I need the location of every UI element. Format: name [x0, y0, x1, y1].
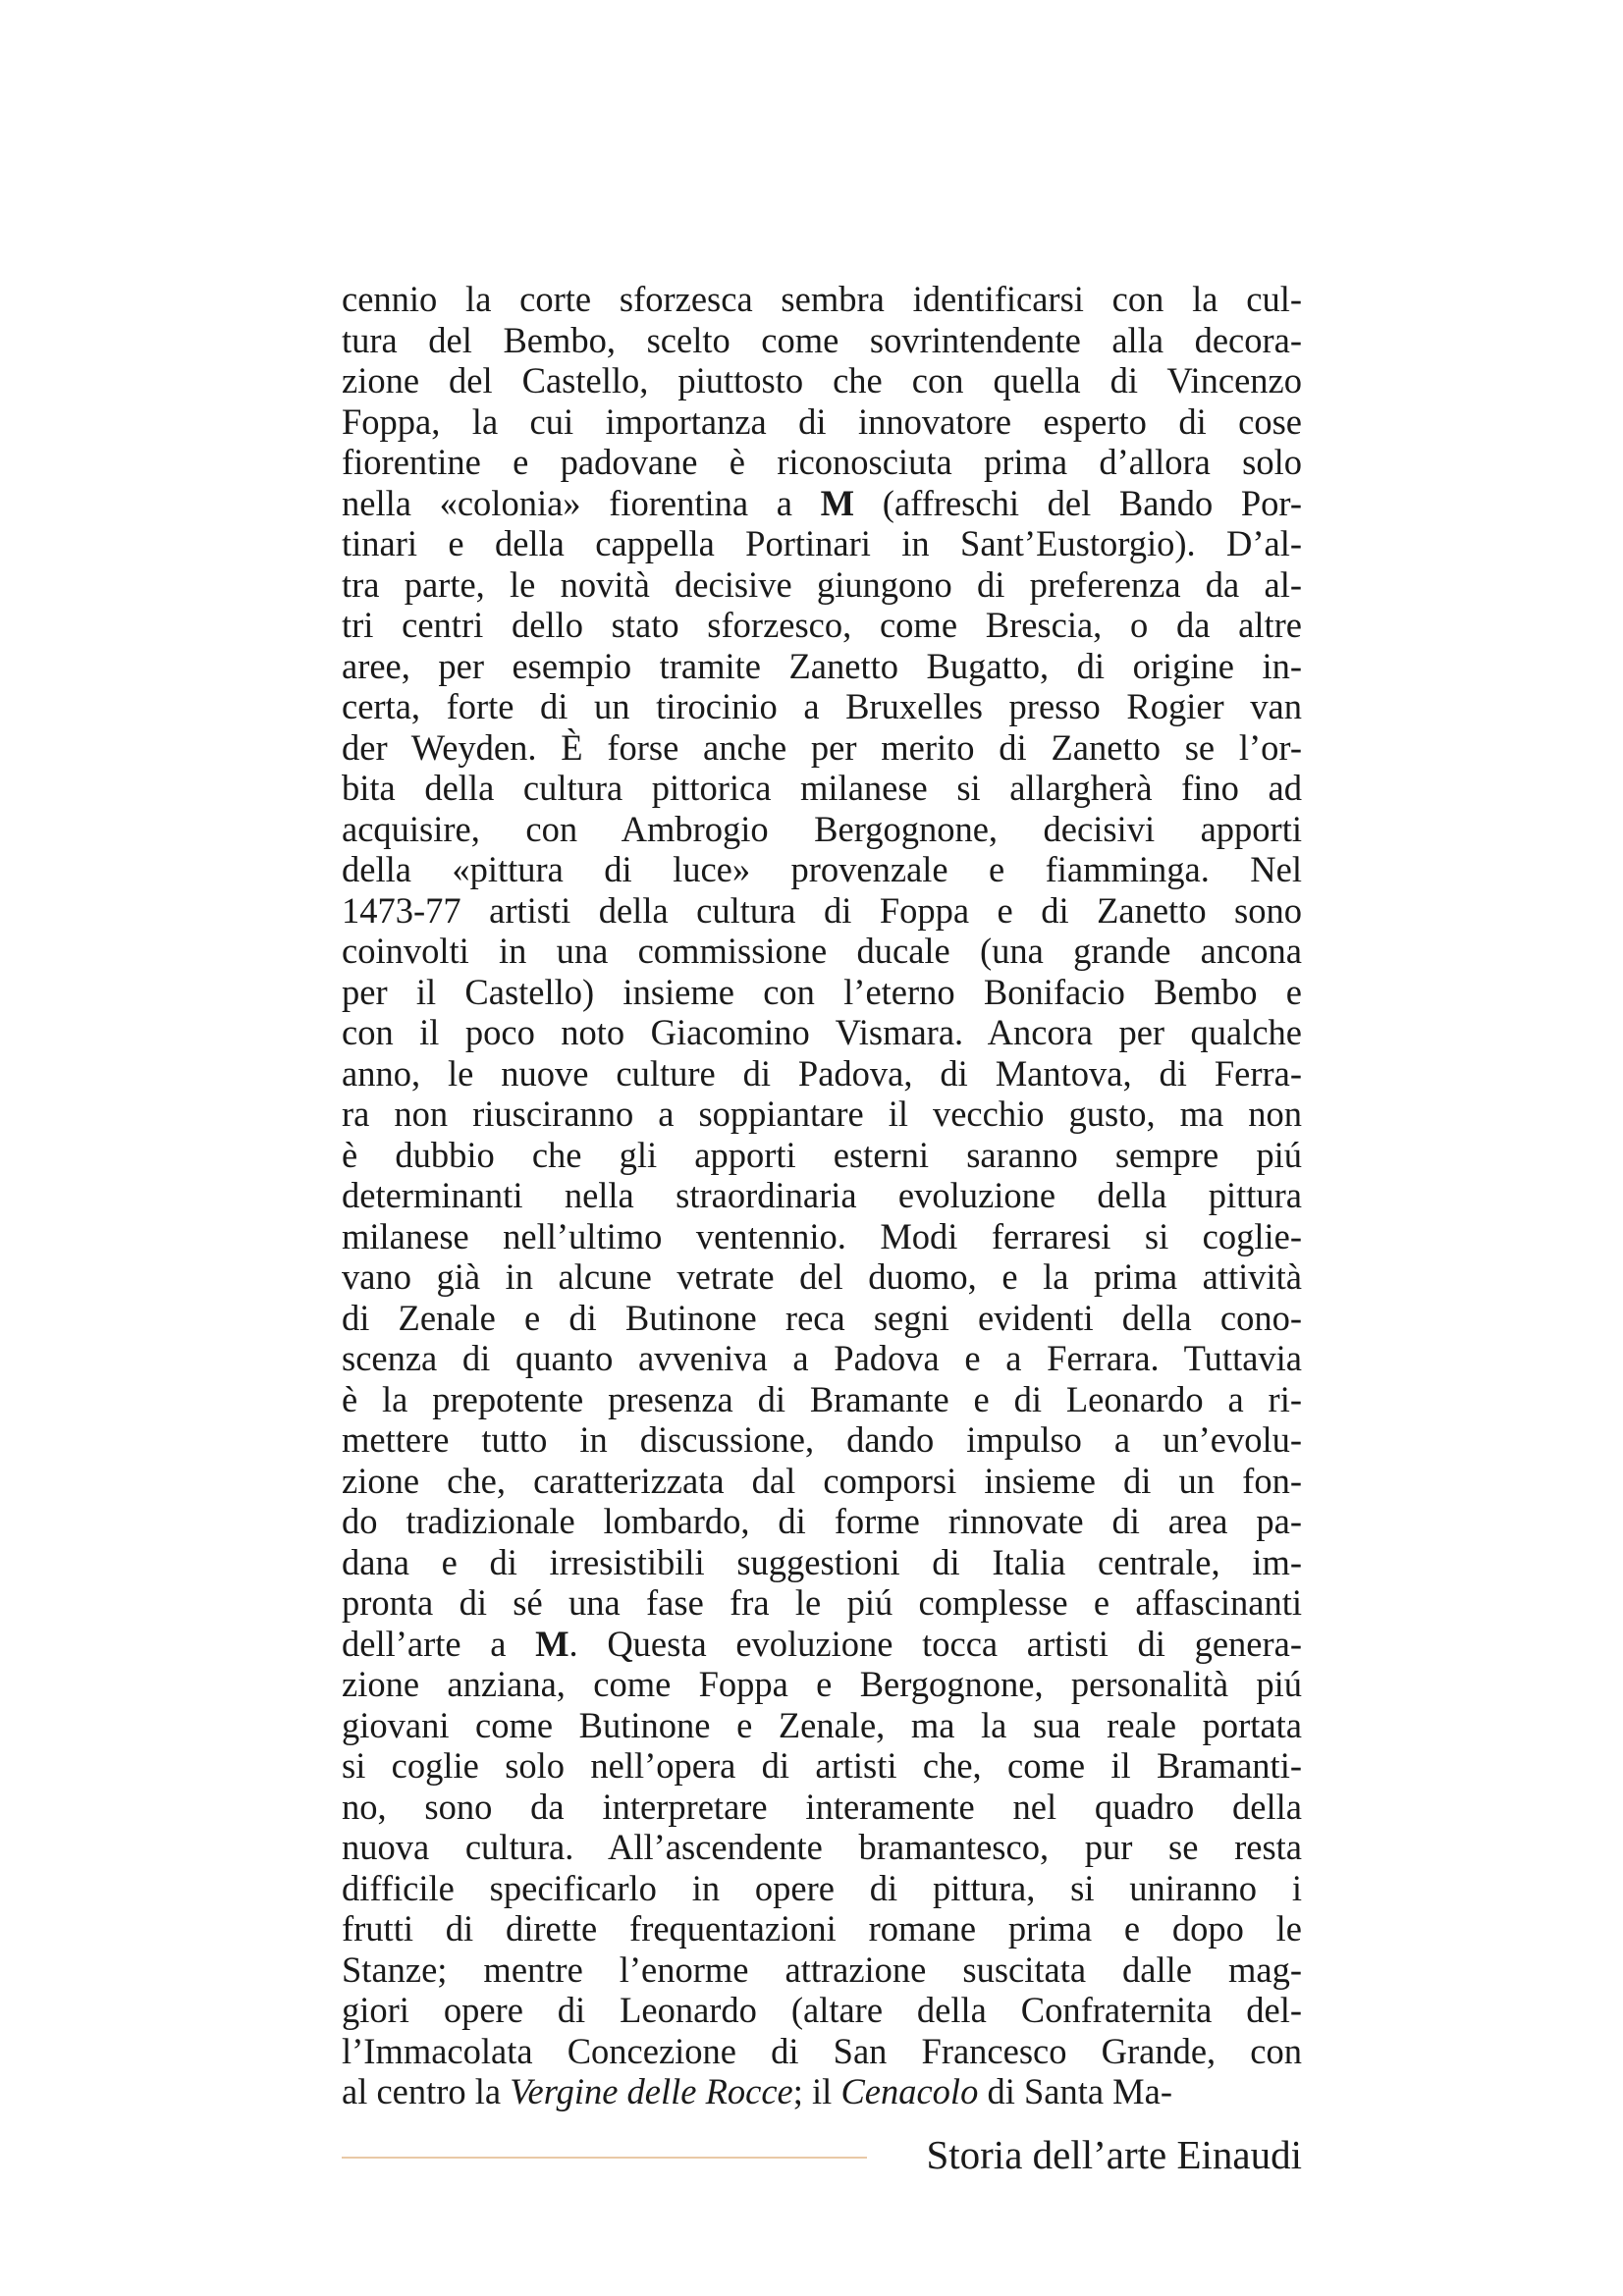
italic-title: Cenacolo: [840, 2071, 979, 2111]
text-line: determinanti nella straordinaria evoluzione della pittura: [342, 1175, 1302, 1215]
text-line: fiorentine e padovane è riconosciuta prima d’allora solo: [342, 442, 1302, 482]
text-line: Foppa, la cui importanza di innovatore esperto di cose: [342, 400, 1302, 442]
body-text: [342, 279, 1302, 2112]
text-line: coinvolti in una commissione ducale (una grande ancona: [342, 931, 1302, 971]
text-line: frutti di dirette frequentazioni romane prima e dopo le: [342, 1908, 1302, 1949]
text-line: difficile specificarlo in opere di pittura, si uniranno i: [342, 1867, 1302, 1908]
text-line: dell’arte a M. Questa evoluzione tocca artisti di genera-: [342, 1623, 1302, 1664]
text-line: con il poco noto Giacomino Vismara. Ancora per qualche: [342, 1012, 1302, 1052]
footer-rule: [342, 2157, 867, 2159]
italic-title: Vergine delle Rocce: [510, 2071, 793, 2111]
text-line: si coglie solo nell’opera di artisti che, come il Bramanti-: [342, 1745, 1302, 1786]
text-line: milanese nell’ultimo ventennio. Modi ferraresi si coglie-: [342, 1215, 1302, 1256]
text-line: 1473-77 artisti della cultura di Foppa e di Zanetto sono: [342, 889, 1302, 931]
text-line: giovani come Butinone e Zenale, ma la sua reale portata: [342, 1704, 1302, 1745]
text-line: der Weyden. È forse anche per merito di Zanetto se l’or-: [342, 726, 1302, 768]
footer-title: Storia dell’arte Einaudi: [926, 2132, 1302, 2177]
text-line: pronta di sé una fase fra le piú complesse e affascinanti: [342, 1582, 1302, 1623]
text-line: cennio la corte sforzesca sembra identificarsi con la cul-: [342, 279, 1302, 319]
text-line: zione che, caratterizzata dal comporsi insieme di un fon-: [342, 1460, 1302, 1501]
text-line: bita della cultura pittorica milanese si allargherà fino ad: [342, 768, 1302, 808]
text-line: è la prepotente presenza di Bramante e di Leonardo a ri-: [342, 1378, 1302, 1419]
text-line: l’Immacolata Concezione di San Francesco Grande, con: [342, 2030, 1302, 2071]
text-line: nuova cultura. All’ascendente bramantesco, pur se resta: [342, 1827, 1302, 1867]
text-line: tura del Bembo, scelto come sovrintendente alla decora-: [342, 319, 1302, 360]
text-line: è dubbio che gli apporti esterni saranno sempre piú: [342, 1134, 1302, 1175]
text-line: per il Castello) insieme con l’eterno Bonifacio Bembo e: [342, 971, 1302, 1012]
text-line: vano già in alcune vetrate del duomo, e la prima attività: [342, 1256, 1302, 1297]
text-line: nella «colonia» fiorentina a M (affreschi del Bando Por-: [342, 482, 1302, 523]
text-line: Stanze; mentre l’enorme attrazione suscitata dalle mag-: [342, 1949, 1302, 1990]
text-line: giori opere di Leonardo (altare della Confraternita del-: [342, 1990, 1302, 2030]
text-line: no, sono da interpretare interamente nel quadro della: [342, 1786, 1302, 1827]
text-line: mettere tutto in discussione, dando impulso a un’evolu-: [342, 1419, 1302, 1460]
text-line: scenza di quanto avveniva a Padova e a Ferrara. Tuttavia: [342, 1338, 1302, 1378]
text-line: zione del Castello, piuttosto che con quella di Vincenzo: [342, 360, 1302, 400]
text-line: di Zenale e di Butinone reca segni evidenti della cono-: [342, 1297, 1302, 1338]
text-line: acquisire, con Ambrogio Bergognone, decisivi apporti: [342, 808, 1302, 849]
text-line: tra parte, le novità decisive giungono di preferenza da al-: [342, 563, 1302, 605]
text-line: dana e di irresistibili suggestioni di Italia centrale, im-: [342, 1541, 1302, 1582]
text-line: tri centri dello stato sforzesco, come Brescia, o da altre: [342, 605, 1302, 645]
text-line: aree, per esempio tramite Zanetto Bugatto, di origine in-: [342, 645, 1302, 686]
text-line: anno, le nuove culture di Padova, di Mantova, di Ferra-: [342, 1052, 1302, 1094]
text-line: della «pittura di luce» provenzale e fiamminga. Nel: [342, 849, 1302, 889]
text-line: do tradizionale lombardo, di forme rinnovate di area pa-: [342, 1501, 1302, 1541]
bold-abbreviation: M: [535, 1623, 569, 1664]
text-line: al centro la Vergine delle Rocce; il Cenacolo di Santa Ma-: [342, 2071, 1172, 2111]
text-line: zione anziana, come Foppa e Bergognone, personalità piú: [342, 1664, 1302, 1704]
text-line: certa, forte di un tirocinio a Bruxelles presso Rogier van: [342, 686, 1302, 726]
bold-abbreviation: M: [820, 482, 855, 523]
text-line: ra non riusciranno a soppiantare il vecchio gusto, ma non: [342, 1094, 1302, 1134]
text-line: tinari e della cappella Portinari in Sant’Eustorgio). D’al-: [342, 523, 1302, 563]
